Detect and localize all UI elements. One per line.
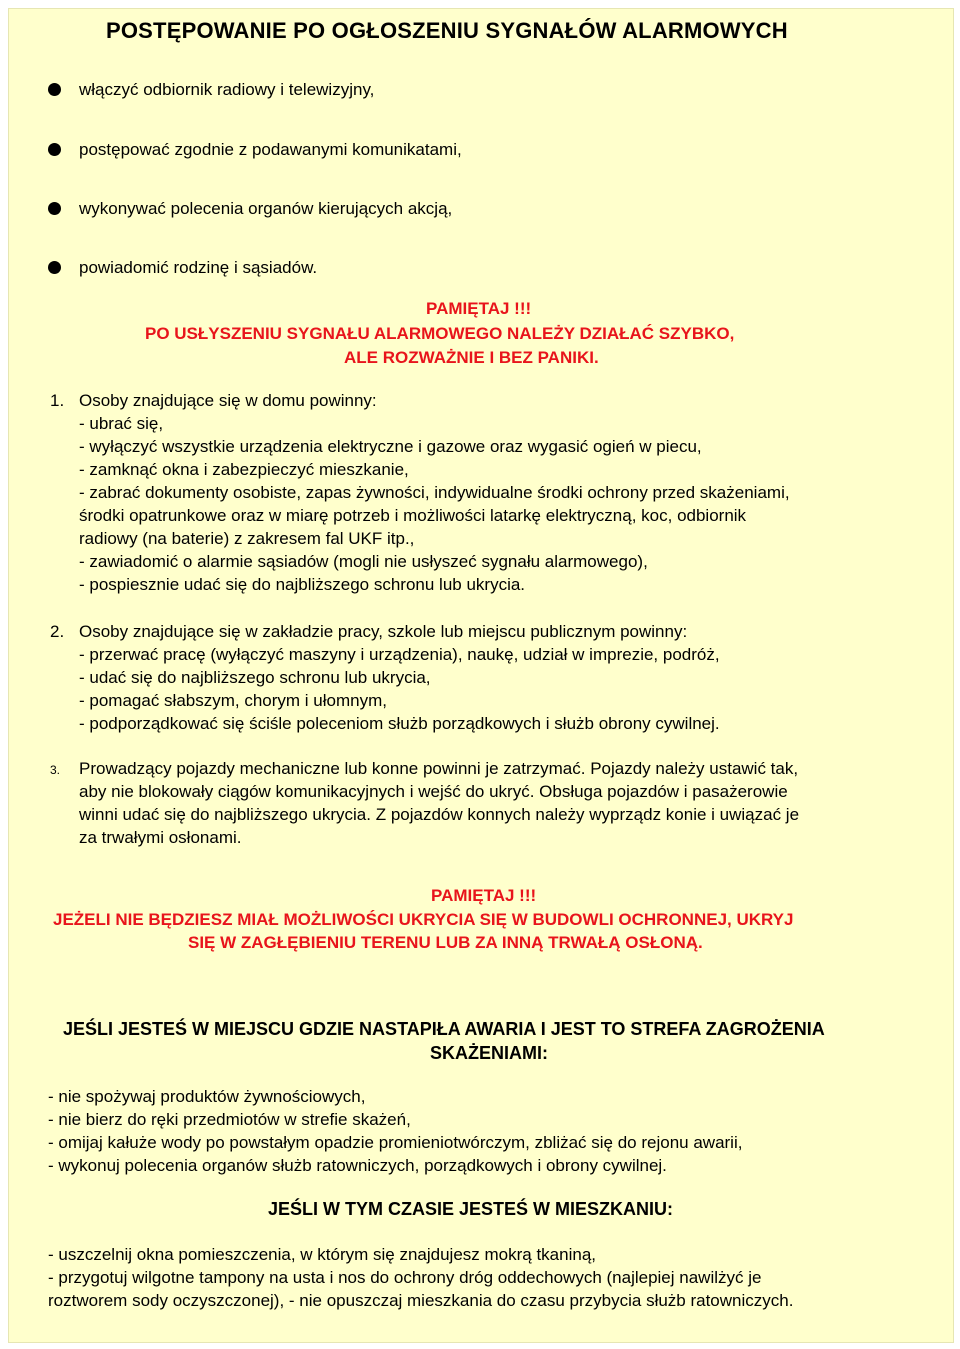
- text-line: Prowadzący pojazdy mechaniczne lub konne powinni je zatrzymać. Pojazdy należy ustawić tak,: [79, 759, 799, 778]
- remember-label: PAMIĘTAJ !!!: [426, 299, 532, 318]
- home-list: [48, 1243, 948, 1315]
- text-line: - wykonuj polecenia organów służb ratowniczych, porządkowych i obrony cywilnej.: [48, 1156, 667, 1175]
- text-line: za trwałymi osłonami.: [79, 828, 242, 847]
- bullet-dot-icon: [48, 143, 61, 156]
- section-3-text: [79, 757, 949, 853]
- text-line: - przerwać pracę (wyłączyć maszyny i urządzenia), naukę, udział w imprezie, podróż,: [79, 645, 720, 664]
- bullet-item: powiadomić rodzinę i sąsiadów.: [79, 258, 318, 277]
- section-1-text: [79, 389, 939, 605]
- bullet-dot-icon: [48, 261, 61, 274]
- text-line: - nie bierz do ręki przedmiotów w strefie skażeń,: [48, 1110, 411, 1129]
- text-line: - uszczelnij okna pomieszczenia, w którym się znajdujesz mokrą tkaniną,: [48, 1245, 597, 1264]
- text-line: środki opatrunkowe oraz w miarę potrzeb i możliwości latarkę elektryczną, koc, odbiornik: [79, 506, 747, 525]
- bullet-dot-icon: [48, 83, 61, 96]
- text-line: - wyłączyć wszystkie urządzenia elektryczne i gazowe oraz wygasić ogień w piecu,: [79, 437, 702, 456]
- text-line: Osoby znajdujące się w domu powinny:: [79, 391, 377, 410]
- text-line: - udać się do najbliższego schronu lub ukrycia,: [79, 668, 431, 687]
- section-number: 2.: [50, 622, 65, 641]
- bullet-dot-icon: [48, 202, 61, 215]
- hazard-heading: SKAŻENIAMI:: [430, 1043, 548, 1063]
- remember-line: PO USŁYSZENIU SYGNAŁU ALARMOWEGO NALEŻY DZIAŁAĆ SZYBKO,: [145, 324, 735, 343]
- remember-label: PAMIĘTAJ !!!: [431, 886, 537, 905]
- text-line: - przygotuj wilgotne tampony na usta i nos do ochrony dróg oddechowych (najlepiej nawilżyć je: [48, 1268, 762, 1287]
- text-line: - pomagać słabszym, chorym i ułomnym,: [79, 691, 387, 710]
- remember-line: JEŻELI NIE BĘDZIESZ MIAŁ MOŻLIWOŚCI UKRYCIA SIĘ W BUDOWLI OCHRONNEJ, UKRYJ: [53, 910, 794, 929]
- text-line: - zawiadomić o alarmie sąsiadów (mogli nie usłyszeć sygnału alarmowego),: [79, 552, 648, 571]
- page-title: POSTĘPOWANIE PO OGŁOSZENIU SYGNAŁÓW ALARMOWYCH: [106, 18, 788, 43]
- hazard-list: [48, 1085, 948, 1181]
- text-line: aby nie blokowały ciągów komunikacyjnych i wejść do ukryć. Obsługa pojazdów i pasażerowie: [79, 782, 788, 801]
- text-line: Osoby znajdujące się w zakładzie pracy, szkole lub miejscu publicznym powinny:: [79, 622, 688, 641]
- document-page: [8, 8, 954, 1343]
- hazard-heading: JEŚLI JESTEŚ W MIEJSCU GDZIE NASTAPIŁA AWARIA I JEST TO STREFA ZAGROŻENIA: [63, 1019, 825, 1039]
- section-2-text: [79, 620, 939, 740]
- bullet-item: włączyć odbiornik radiowy i telewizyjny,: [79, 80, 375, 99]
- home-heading: JEŚLI W TYM CZASIE JESTEŚ W MIESZKANIU:: [268, 1199, 674, 1219]
- text-line: - pospiesznie udać się do najbliższego schronu lub ukrycia.: [79, 575, 526, 594]
- text-line: - zabrać dokumenty osobiste, zapas żywności, indywidualne środki ochrony przed skażeniami,: [79, 483, 790, 502]
- text-line: - podporządkować się ściśle poleceniom służb porządkowych i służb obrony cywilnej.: [79, 714, 720, 733]
- text-line: - omijaj kałuże wody po powstałym opadzie promieniotwórczym, zbliżać się do rejonu awarii,: [48, 1133, 743, 1152]
- remember-line: SIĘ W ZAGŁĘBIENIU TERENU LUB ZA INNĄ TRWAŁĄ OSŁONĄ.: [188, 933, 703, 952]
- remember-line: ALE ROZWAŻNIE I BEZ PANIKI.: [344, 348, 599, 367]
- text-line: - nie spożywaj produktów żywnościowych,: [48, 1087, 366, 1106]
- bullet-item: wykonywać polecenia organów kierujących akcją,: [79, 199, 453, 218]
- text-line: winni udać się do najbliższego ukrycia. Z pojazdów konnych należy wyprządz konie i uwiązać je: [79, 805, 800, 824]
- bullet-item: postępować zgodnie z podawanymi komunikatami,: [79, 140, 462, 159]
- section-number: 3.: [50, 763, 61, 777]
- text-line: roztworem sody oczyszczonej), - nie opuszczaj mieszkania do czasu przybycia służb ratowniczych.: [48, 1291, 794, 1310]
- text-line: - zamknąć okna i zabezpieczyć mieszkanie,: [79, 460, 409, 479]
- text-line: radiowy (na baterie) z zakresem fal UKF itp.,: [79, 529, 415, 548]
- text-line: - ubrać się,: [79, 414, 164, 433]
- section-number: 1.: [50, 391, 65, 410]
